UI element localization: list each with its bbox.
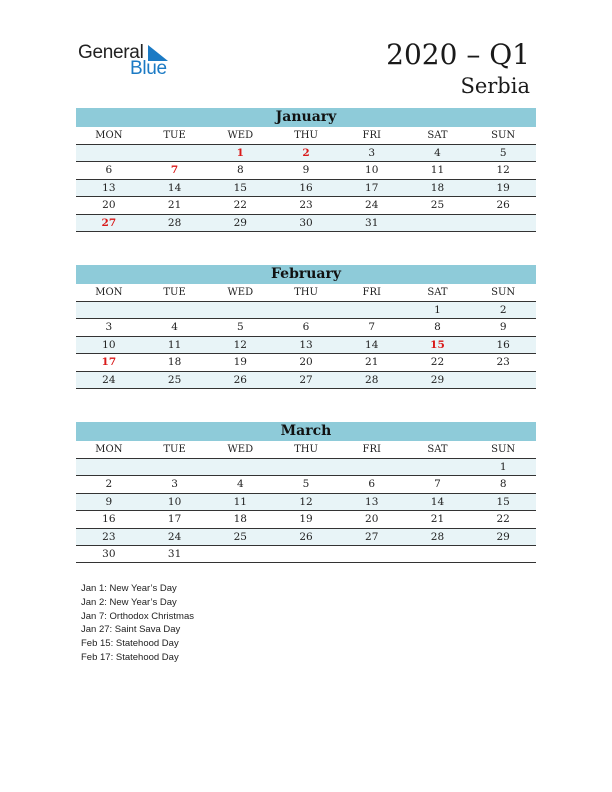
week-row	[76, 197, 536, 214]
empty-day-cell	[339, 459, 405, 475]
weekday-label: WED	[227, 130, 254, 141]
day-cell: 11	[167, 338, 182, 351]
day-cell: 2	[499, 304, 507, 316]
day-cell: 26	[496, 199, 510, 212]
weekday-label: TUE	[163, 130, 186, 141]
weekday-label: MON	[95, 130, 123, 141]
week-row	[76, 302, 536, 319]
weekday-label: THU	[294, 130, 318, 141]
day-cell: 5	[499, 147, 507, 159]
day-cell: 1	[499, 461, 507, 473]
day-cell: 9	[105, 495, 113, 508]
day-cell: 6	[302, 321, 310, 334]
day-cell: 1	[434, 304, 441, 316]
day-cell: 16	[102, 513, 116, 526]
country-name: Serbia	[460, 74, 530, 98]
day-cell: 22	[233, 199, 247, 212]
day-cell: 21	[365, 356, 379, 369]
week-row	[76, 546, 536, 563]
day-cell: 7	[434, 478, 441, 491]
day-cell: 22	[496, 513, 510, 526]
day-cell: 17	[101, 356, 117, 369]
month-title: March	[76, 422, 536, 441]
day-cell: 28	[167, 216, 182, 229]
empty-day-cell	[470, 215, 536, 231]
empty-day-cell	[470, 546, 536, 562]
day-cell: 11	[430, 164, 445, 177]
day-cell: 16	[496, 338, 510, 351]
day-cell: 14	[430, 495, 445, 508]
day-cell: 25	[430, 199, 445, 212]
day-cell: 18	[233, 513, 247, 526]
day-cell: 29	[430, 373, 445, 386]
weekday-label: THU	[294, 444, 318, 455]
empty-day-cell	[470, 372, 536, 388]
week-row	[76, 529, 536, 546]
day-cell: 4	[236, 478, 244, 491]
day-cell: 18	[167, 356, 182, 369]
day-cell: 25	[233, 530, 247, 543]
empty-day-cell	[207, 459, 273, 475]
weekday-label: SUN	[491, 130, 516, 141]
day-cell: 23	[102, 530, 116, 543]
day-cell: 20	[365, 513, 379, 526]
day-cell: 24	[102, 373, 116, 386]
day-cell: 12	[496, 164, 510, 177]
empty-day-cell	[207, 546, 273, 562]
holiday-entry: Jan 1: New Year’s Day	[81, 583, 177, 594]
day-cell: 12	[299, 495, 313, 508]
month-title: February	[76, 265, 536, 284]
day-cell: 20	[102, 199, 116, 212]
day-cell: 24	[365, 199, 379, 212]
empty-day-cell	[142, 302, 208, 318]
day-cell: 20	[299, 356, 313, 369]
week-row	[76, 180, 536, 197]
week-row	[76, 494, 536, 511]
day-cell: 15	[430, 338, 445, 351]
month-title: January	[76, 108, 536, 127]
weekday-label: SAT	[427, 287, 448, 298]
day-cell: 7	[368, 321, 376, 334]
day-cell: 3	[368, 147, 376, 159]
weekday-label: TUE	[163, 444, 186, 455]
day-cell: 9	[302, 164, 310, 177]
logo-text-blue: Blue	[130, 58, 167, 79]
day-cell: 24	[167, 530, 182, 543]
weekday-label: SAT	[427, 444, 448, 455]
day-cell: 15	[233, 181, 247, 194]
day-cell: 6	[368, 478, 376, 491]
day-cell: 25	[167, 373, 182, 386]
holiday-entry: Feb 15: Statehood Day	[81, 638, 179, 650]
week-row	[76, 162, 536, 179]
day-cell: 29	[233, 216, 247, 229]
month-february	[76, 265, 536, 389]
week-row	[76, 511, 536, 528]
empty-day-cell	[405, 459, 471, 475]
week-row	[76, 476, 536, 493]
day-cell: 22	[430, 356, 445, 369]
weekday-header-row	[76, 127, 536, 145]
empty-day-cell	[207, 302, 273, 318]
day-cell: 26	[233, 373, 247, 386]
empty-day-cell	[405, 546, 471, 562]
weekday-label: FRI	[362, 287, 381, 298]
weekday-label: SUN	[491, 444, 516, 455]
day-cell: 2	[302, 147, 310, 159]
weekday-label: FRI	[362, 130, 381, 141]
month-march	[76, 422, 536, 563]
weekday-label: MON	[95, 444, 123, 455]
day-cell: 15	[496, 495, 510, 508]
empty-day-cell	[76, 459, 142, 475]
day-cell: 27	[365, 530, 379, 543]
empty-day-cell	[273, 459, 339, 475]
day-cell: 31	[365, 216, 379, 229]
day-cell: 3	[171, 478, 178, 491]
day-cell: 17	[365, 181, 379, 194]
day-cell: 9	[499, 321, 507, 334]
day-cell: 8	[236, 164, 244, 177]
day-cell: 12	[233, 338, 247, 351]
week-row	[76, 459, 536, 476]
weekday-label: TUE	[163, 287, 186, 298]
day-cell: 28	[430, 530, 445, 543]
day-cell: 8	[499, 478, 507, 491]
week-row	[76, 354, 536, 371]
day-cell: 27	[299, 373, 313, 386]
day-cell: 7	[170, 164, 179, 177]
day-cell: 14	[167, 181, 182, 194]
logo-text-general: General	[78, 42, 144, 63]
day-cell: 13	[365, 495, 379, 508]
weekday-label: WED	[227, 444, 254, 455]
day-cell: 28	[365, 373, 379, 386]
day-cell: 31	[167, 547, 182, 560]
week-row	[76, 145, 536, 162]
day-cell: 10	[365, 164, 379, 177]
day-cell: 30	[299, 216, 313, 229]
week-row	[76, 337, 536, 354]
day-cell: 3	[105, 321, 113, 334]
month-january	[76, 108, 536, 232]
holiday-entry: Jan 2: New Year’s Day	[81, 596, 177, 608]
day-cell: 27	[101, 216, 117, 229]
weekday-label: SUN	[491, 287, 516, 298]
brand-logo	[78, 42, 178, 82]
day-cell: 5	[302, 478, 310, 491]
day-cell: 23	[299, 199, 313, 212]
day-cell: 13	[102, 181, 116, 194]
day-cell: 10	[167, 495, 182, 508]
day-cell: 6	[105, 164, 113, 177]
day-cell: 14	[365, 338, 379, 351]
weekday-label: FRI	[362, 444, 381, 455]
day-cell: 8	[434, 321, 441, 334]
empty-day-cell	[76, 145, 142, 161]
weekday-label: MON	[95, 287, 123, 298]
holiday-entry: Jan 27: Saint Sava Day	[81, 624, 181, 636]
week-row	[76, 215, 536, 232]
empty-day-cell	[273, 546, 339, 562]
weekday-label: WED	[227, 287, 254, 298]
day-cell: 21	[167, 199, 182, 212]
holiday-entry: Feb 17: Statehood Day	[81, 651, 179, 663]
day-cell: 18	[430, 181, 445, 194]
week-row	[76, 319, 536, 336]
page-title: 2020 – Q1	[386, 38, 530, 71]
day-cell: 19	[233, 356, 247, 369]
empty-day-cell	[273, 302, 339, 318]
day-cell: 19	[496, 181, 510, 194]
empty-day-cell	[76, 302, 142, 318]
day-cell: 11	[233, 495, 247, 508]
day-cell: 4	[434, 147, 441, 159]
empty-day-cell	[142, 459, 208, 475]
day-cell: 29	[496, 530, 510, 543]
day-cell: 5	[236, 321, 244, 334]
empty-day-cell	[339, 302, 405, 318]
empty-day-cell	[339, 546, 405, 562]
day-cell: 2	[105, 478, 113, 491]
day-cell: 13	[299, 338, 313, 351]
weekday-header-row	[76, 441, 536, 459]
day-cell: 23	[496, 356, 510, 369]
day-cell: 19	[299, 513, 313, 526]
day-cell: 10	[102, 338, 116, 351]
weekday-label: THU	[294, 287, 318, 298]
day-cell: 17	[167, 513, 182, 526]
weekday-header-row	[76, 284, 536, 302]
week-row	[76, 372, 536, 389]
holiday-list	[81, 582, 194, 665]
day-cell: 30	[102, 547, 116, 560]
day-cell: 26	[299, 530, 313, 543]
weekday-label: SAT	[427, 130, 448, 141]
day-cell: 1	[236, 147, 244, 159]
empty-day-cell	[405, 215, 471, 231]
day-cell: 21	[430, 513, 445, 526]
day-cell: 16	[299, 181, 313, 194]
empty-day-cell	[142, 145, 208, 161]
day-cell: 4	[171, 321, 178, 334]
holiday-entry: Jan 7: Orthodox Christmas	[81, 610, 194, 622]
